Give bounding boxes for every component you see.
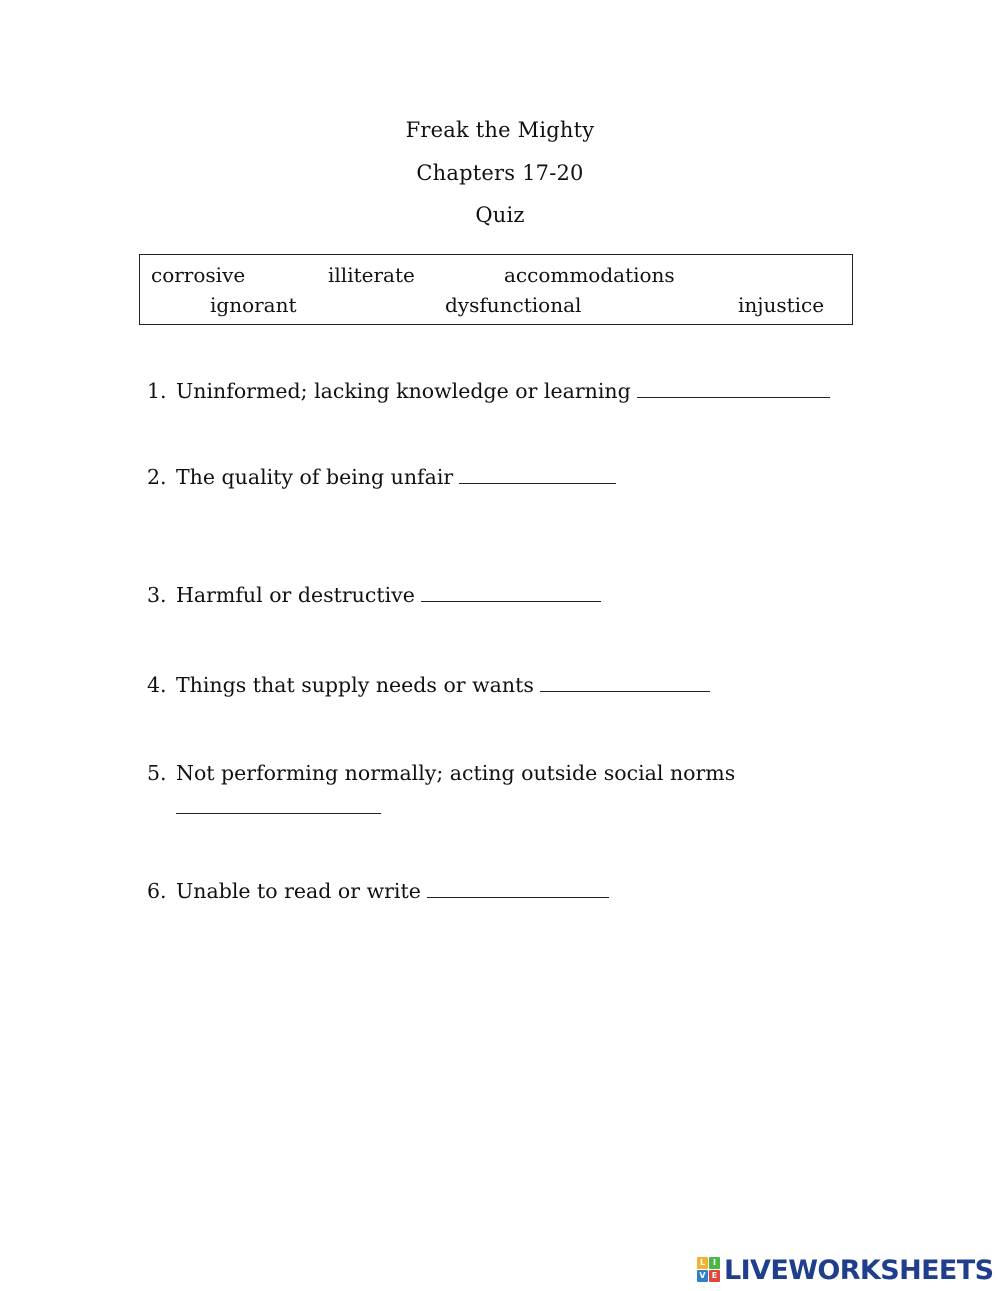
question-number: 1. bbox=[147, 379, 167, 403]
liveworksheets-logo-icon: L I V E bbox=[697, 1257, 721, 1283]
question-text: Uninformed; lacking knowledge or learning bbox=[176, 379, 631, 403]
chapters-subtitle: Chapters 17-20 bbox=[416, 161, 584, 185]
page-title: Freak the Mighty bbox=[405, 118, 595, 142]
question-6 bbox=[147, 879, 609, 903]
word-bank-item: illiterate bbox=[328, 263, 415, 287]
word-bank bbox=[139, 254, 853, 325]
question-number: 2. bbox=[147, 465, 167, 489]
quiz-label: Quiz bbox=[475, 203, 525, 227]
question-text: Unable to read or write bbox=[176, 879, 421, 903]
answer-blank[interactable] bbox=[540, 673, 710, 692]
word-bank-item: dysfunctional bbox=[445, 293, 582, 317]
answer-blank[interactable] bbox=[421, 583, 601, 602]
liveworksheets-logo bbox=[697, 1255, 993, 1285]
answer-blank[interactable] bbox=[637, 379, 830, 398]
answer-blank[interactable] bbox=[427, 879, 609, 898]
word-bank-item: ignorant bbox=[210, 293, 297, 317]
question-4 bbox=[147, 673, 710, 697]
liveworksheets-logo-text: LIVEWORKSHEETS bbox=[724, 1254, 994, 1286]
answer-blank[interactable] bbox=[459, 465, 616, 484]
word-bank-item: corrosive bbox=[151, 263, 246, 287]
word-bank-item: accommodations bbox=[504, 263, 675, 287]
question-5 bbox=[147, 761, 735, 785]
answer-blank[interactable] bbox=[176, 813, 381, 814]
question-text: Not performing normally; acting outside social norms bbox=[176, 761, 736, 785]
question-text: Harmful or destructive bbox=[176, 583, 415, 607]
question-number: 5. bbox=[147, 761, 167, 785]
question-text: The quality of being unfair bbox=[176, 465, 454, 489]
question-text: Things that supply needs or wants bbox=[176, 673, 534, 697]
question-number: 6. bbox=[147, 879, 167, 903]
question-1 bbox=[147, 379, 830, 403]
question-3 bbox=[147, 583, 601, 607]
question-number: 3. bbox=[147, 583, 167, 607]
word-bank-item: injustice bbox=[738, 293, 825, 317]
question-number: 4. bbox=[147, 673, 167, 697]
question-2 bbox=[147, 465, 616, 489]
